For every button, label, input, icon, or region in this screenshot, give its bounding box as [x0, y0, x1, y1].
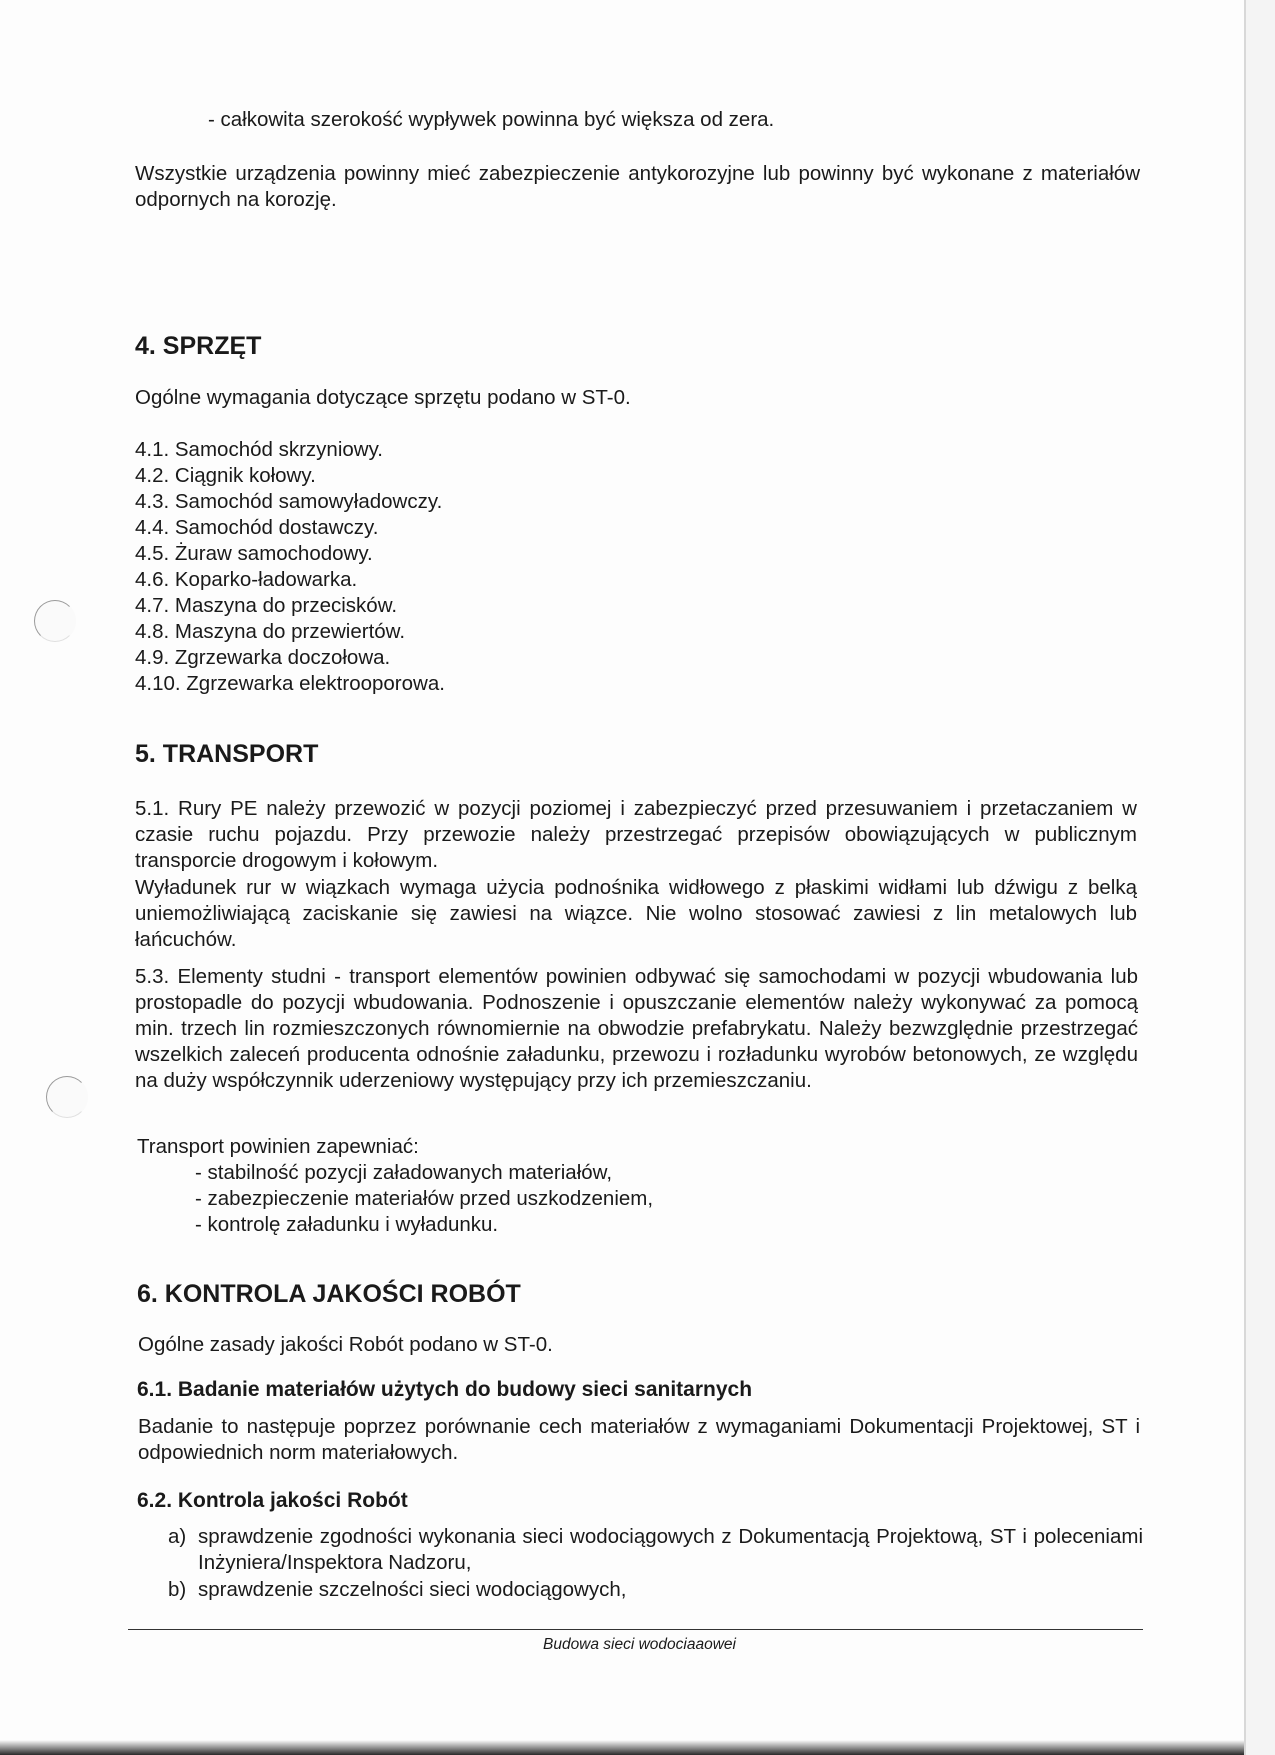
section-6-intro: Ogólne zasady jakości Robót podano w ST-0.	[138, 1333, 553, 1356]
list-item: - kontrolę załadunku i wyładunku.	[195, 1213, 499, 1236]
list-item: 4.5. Żuraw samochodowy.	[135, 542, 373, 565]
list-item: 4.2. Ciągnik kołowy.	[135, 464, 316, 487]
list-item: 4.4. Samochód dostawczy.	[135, 516, 379, 539]
section-4-intro: Ogólne wymagania dotyczące sprzętu podano w ST-0.	[135, 386, 631, 409]
section-6-2-item-a	[168, 1524, 1143, 1576]
punch-hole-bottom	[46, 1076, 88, 1118]
section-4-heading: 4. SPRZĘT	[135, 332, 262, 360]
section-6-2-item-b	[168, 1577, 1143, 1603]
list-item: 4.1. Samochód skrzyniowy.	[135, 438, 384, 461]
list-item: - zabezpieczenie materiałów przed uszkodzeniem,	[195, 1187, 654, 1210]
list-item: 4.9. Zgrzewarka doczołowa.	[135, 646, 391, 669]
item-marker: a)	[168, 1525, 187, 1548]
intro-paragraph: Wszystkie urządzenia powinny mieć zabezpieczenie antykorozyjne lub powinny być wykonane z materiałów odpornych na korozję.	[135, 162, 1140, 211]
equipment-list	[135, 437, 1140, 697]
page-footer	[0, 1636, 1275, 1654]
intro-bullet-line: - całkowita szerokość wypływek powinna być większa od zera.	[208, 108, 775, 131]
section-5-paragraph-2: Wyładunek rur w wiązkach wymaga użycia podnośnika widłowego z płaskimi widłami lub dźwigu z belką uniemożliwiającą zaciskanie się zawiesi na wiązce. Nie wolno stosować zawiesi z lin metalowych lub łańcuchów.	[135, 876, 1137, 951]
section-6-1-heading: 6.1. Badanie materiałów użytych do budowy sieci sanitarnych	[137, 1378, 753, 1401]
item-marker: b)	[168, 1578, 187, 1601]
punch-hole-top	[34, 600, 76, 642]
page-edge-shadow	[0, 1740, 1244, 1755]
list-item: 4.3. Samochód samowyładowczy.	[135, 490, 443, 513]
item-text: sprawdzenie szczelności sieci wodociągowych,	[198, 1578, 627, 1601]
list-item: 4.7. Maszyna do przecisków.	[135, 594, 398, 617]
list-item: 4.8. Maszyna do przewiertów.	[135, 620, 406, 643]
transport-list-intro: Transport powinien zapewniać:	[137, 1135, 419, 1158]
list-item: 4.6. Koparko-ładowarka.	[135, 568, 358, 591]
section-6-heading: 6. KONTROLA JAKOŚCI ROBÓT	[137, 1280, 521, 1308]
section-5-paragraph-3: 5.3. Elementy studni - transport elementów powinien odbywać się samochodami w pozycji wbudowania lub prostopadle do pozycji wbudowania. Podnoszenie i opuszczanie elementów należy wykonywać za pomocą min. trzech lin rozmieszczonych równomiernie na obwodzie prefabrykatu. Należy bezwzględnie przestrzegać wszelkich zaleceń producenta odnośnie załadunku, przewozu i rozładunku wyrobów betonowych, ze względu na duży współczynnik uderzeniowy występujący przy ich przemieszczaniu.	[135, 965, 1138, 1092]
section-6-1-text: Badanie to następuje poprzez porównanie cech materiałów z wymaganiami Dokumentacji Projektowej, ST i odpowiednich norm materiałowych.	[138, 1415, 1140, 1464]
section-6-2-heading: 6.2. Kontrola jakości Robót	[137, 1489, 408, 1512]
list-item: 4.10. Zgrzewarka elektrooporowa.	[135, 672, 445, 695]
section-5-paragraph-1: 5.1. Rury PE należy przewozić w pozycji poziomej i zabezpieczyć przed przesuwaniem i przetaczaniem w czasie ruchu pojazdu. Przy przewozie należy przestrzegać przepisów obowiązujących w publicznym transporcie drogowym i kołowym.	[135, 797, 1137, 872]
list-item: - stabilność pozycji załadowanych materiałów,	[195, 1161, 613, 1184]
section-5-heading: 5. TRANSPORT	[135, 740, 319, 768]
transport-list	[195, 1160, 995, 1238]
footer-divider	[128, 1629, 1143, 1630]
item-text: sprawdzenie zgodności wykonania sieci wodociągowych z Dokumentacją Projektową, ST i poleceniami Inżyniera/Inspektora Nadzoru,	[198, 1525, 1143, 1574]
footer-title: Budowa sieci wodociaaowei	[542, 1636, 736, 1653]
